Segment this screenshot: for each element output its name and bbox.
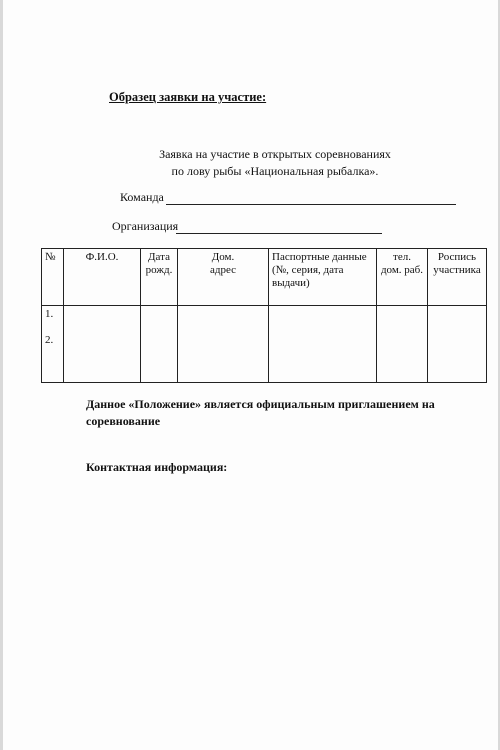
- organization-line[interactable]: [176, 221, 382, 234]
- notice-line-2: соревнование: [86, 414, 161, 428]
- page-edge-left: [0, 0, 3, 750]
- header-birth-date: Дата рожд.: [141, 249, 178, 306]
- table-header-row: [42, 249, 487, 306]
- notice-line-1: Данное «Положение» является официальным приглашением на: [86, 397, 435, 411]
- header-signature: Роспись участника: [428, 249, 487, 306]
- header-fio: Ф.И.О.: [64, 249, 141, 306]
- phone-cell[interactable]: [377, 306, 428, 383]
- passport-cell[interactable]: [269, 306, 377, 383]
- fio-cell[interactable]: [64, 306, 141, 383]
- row-number-2: 2.: [45, 334, 54, 346]
- organization-field: [112, 219, 178, 234]
- birth-date-cell[interactable]: [141, 306, 178, 383]
- invitation-notice: [86, 396, 446, 430]
- table-row: [42, 306, 487, 383]
- header-passport: Паспортные данные (№, серия, дата выдачи): [269, 249, 377, 306]
- application-title-line-1: Заявка на участие в открытых соревнованиях: [159, 147, 391, 161]
- sample-heading: Образец заявки на участие:: [109, 90, 267, 104]
- header-phone: тел. дом. раб.: [377, 249, 428, 306]
- row-number-1: 1.: [45, 308, 54, 320]
- team-label: Команда: [120, 190, 164, 204]
- home-address-cell[interactable]: [178, 306, 269, 383]
- signature-cell[interactable]: [428, 306, 487, 383]
- header-num: №: [42, 249, 64, 306]
- application-title: [110, 146, 440, 180]
- contact-info-label: Контактная информация:: [86, 460, 228, 474]
- application-title-line-2: по лову рыбы «Национальная рыбалка».: [171, 164, 379, 178]
- team-line[interactable]: [166, 192, 456, 205]
- header-home-address: Дом. адрес: [178, 249, 269, 306]
- participants-table: [41, 248, 487, 383]
- team-field: [120, 190, 164, 205]
- row-numbers-cell: [42, 306, 64, 383]
- organization-label: Организация: [112, 219, 179, 233]
